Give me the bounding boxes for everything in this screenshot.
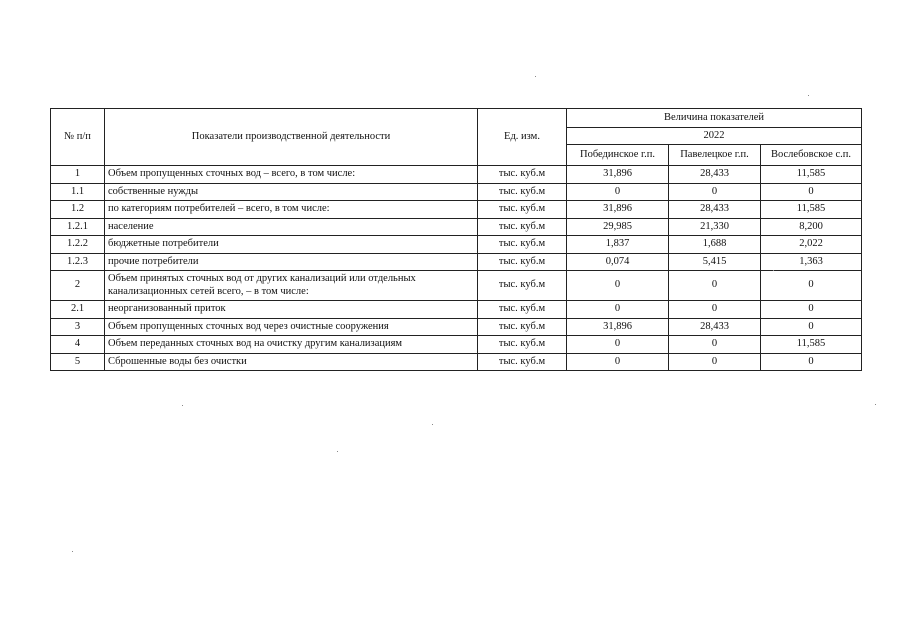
row-value-paveletskoe: 28,433 <box>669 166 761 184</box>
header-column-paveletskoe: Павелецкое г.п. <box>669 145 761 166</box>
row-unit: тыс. куб.м <box>478 201 567 219</box>
row-indicator: Объем принятых сточных вод от других канализаций или отдельных канализационных сетей всего, – в том числе: <box>105 271 478 301</box>
row-indicator: Объем переданных сточных вод на очистку другим канализациям <box>105 336 478 354</box>
row-num: 1.2.2 <box>51 236 105 254</box>
row-unit: тыс. куб.м <box>478 253 567 271</box>
row-value-paveletskoe: 0 <box>669 271 761 301</box>
scan-speck <box>72 551 73 552</box>
header-column-pobedinskoe: Побединское г.п. <box>567 145 669 166</box>
table-row <box>51 301 862 319</box>
row-value-paveletskoe: 0 <box>669 183 761 201</box>
header-values-group: Величина показателей <box>567 109 862 128</box>
production-indicators-table <box>50 108 862 371</box>
row-indicator: Сброшенные воды без очистки <box>105 353 478 371</box>
row-value-voslebovskoe: 2,022 <box>761 236 862 254</box>
table-row <box>51 271 862 301</box>
table-row <box>51 166 862 184</box>
row-unit: тыс. куб.м <box>478 236 567 254</box>
row-value-paveletskoe: 28,433 <box>669 318 761 336</box>
row-value-voslebovskoe: 0 <box>761 353 862 371</box>
row-value-voslebovskoe: 11,585 <box>761 336 862 354</box>
row-indicator: Объем пропущенных сточных вод – всего, в том числе: <box>105 166 478 184</box>
row-num: 3 <box>51 318 105 336</box>
scan-speck <box>808 95 809 96</box>
row-indicator: неорганизованный приток <box>105 301 478 319</box>
row-value-paveletskoe: 0 <box>669 353 761 371</box>
row-value-paveletskoe: 0 <box>669 301 761 319</box>
row-indicator: бюджетные потребители <box>105 236 478 254</box>
row-value-pobedinskoe: 0 <box>567 301 669 319</box>
header-unit: Ед. изм. <box>478 109 567 166</box>
row-value-pobedinskoe: 0 <box>567 336 669 354</box>
scan-speck <box>535 76 536 77</box>
row-indicator: Объем пропущенных сточных вод через очистные сооружения <box>105 318 478 336</box>
row-num: 1 <box>51 166 105 184</box>
row-num: 2 <box>51 271 105 301</box>
row-value-paveletskoe: 5,415 <box>669 253 761 271</box>
header-num: № п/п <box>51 109 105 166</box>
row-unit: тыс. куб.м <box>478 218 567 236</box>
row-num: 1.2.3 <box>51 253 105 271</box>
row-indicator: население <box>105 218 478 236</box>
row-value-paveletskoe: 21,330 <box>669 218 761 236</box>
table-row <box>51 253 862 271</box>
scan-speck <box>875 404 876 405</box>
table-row <box>51 236 862 254</box>
header-indicator: Показатели производственной деятельности <box>105 109 478 166</box>
row-value-pobedinskoe: 0 <box>567 183 669 201</box>
scan-speck <box>337 451 338 452</box>
row-num: 1.2.1 <box>51 218 105 236</box>
table-row <box>51 353 862 371</box>
row-value-pobedinskoe: 31,896 <box>567 166 669 184</box>
row-value-voslebovskoe: 11,585 <box>761 201 862 219</box>
row-value-paveletskoe: 1,688 <box>669 236 761 254</box>
row-indicator: собственные нужды <box>105 183 478 201</box>
row-unit: тыс. куб.м <box>478 271 567 301</box>
row-value-pobedinskoe: 0,074 <box>567 253 669 271</box>
header-column-voslebovskoe: Вослебовское с.п. <box>761 145 862 166</box>
row-value-paveletskoe: 0 <box>669 336 761 354</box>
header-year: 2022 <box>567 128 862 145</box>
table-row <box>51 201 862 219</box>
row-num: 1.2 <box>51 201 105 219</box>
table-row <box>51 183 862 201</box>
scan-speck <box>182 405 183 406</box>
row-num: 1.1 <box>51 183 105 201</box>
row-value-voslebovskoe: 0 <box>761 183 862 201</box>
row-value-voslebovskoe: 0 <box>761 271 862 301</box>
row-num: 5 <box>51 353 105 371</box>
row-value-pobedinskoe: 31,896 <box>567 201 669 219</box>
row-unit: тыс. куб.м <box>478 336 567 354</box>
scan-speck <box>773 270 774 271</box>
table-row <box>51 318 862 336</box>
row-value-voslebovskoe: 8,200 <box>761 218 862 236</box>
scan-speck <box>432 424 433 425</box>
row-unit: тыс. куб.м <box>478 301 567 319</box>
row-num: 2.1 <box>51 301 105 319</box>
row-indicator: прочие потребители <box>105 253 478 271</box>
row-indicator: по категориям потребителей – всего, в том числе: <box>105 201 478 219</box>
row-unit: тыс. куб.м <box>478 166 567 184</box>
row-unit: тыс. куб.м <box>478 353 567 371</box>
row-value-pobedinskoe: 31,896 <box>567 318 669 336</box>
row-value-pobedinskoe: 29,985 <box>567 218 669 236</box>
row-value-pobedinskoe: 0 <box>567 271 669 301</box>
row-unit: тыс. куб.м <box>478 318 567 336</box>
row-value-pobedinskoe: 1,837 <box>567 236 669 254</box>
row-unit: тыс. куб.м <box>478 183 567 201</box>
table-body <box>51 166 862 371</box>
row-num: 4 <box>51 336 105 354</box>
row-value-paveletskoe: 28,433 <box>669 201 761 219</box>
row-value-voslebovskoe: 1,363 <box>761 253 862 271</box>
table-row <box>51 336 862 354</box>
row-value-voslebovskoe: 0 <box>761 301 862 319</box>
row-value-voslebovskoe: 11,585 <box>761 166 862 184</box>
row-value-pobedinskoe: 0 <box>567 353 669 371</box>
table-row <box>51 218 862 236</box>
row-value-voslebovskoe: 0 <box>761 318 862 336</box>
